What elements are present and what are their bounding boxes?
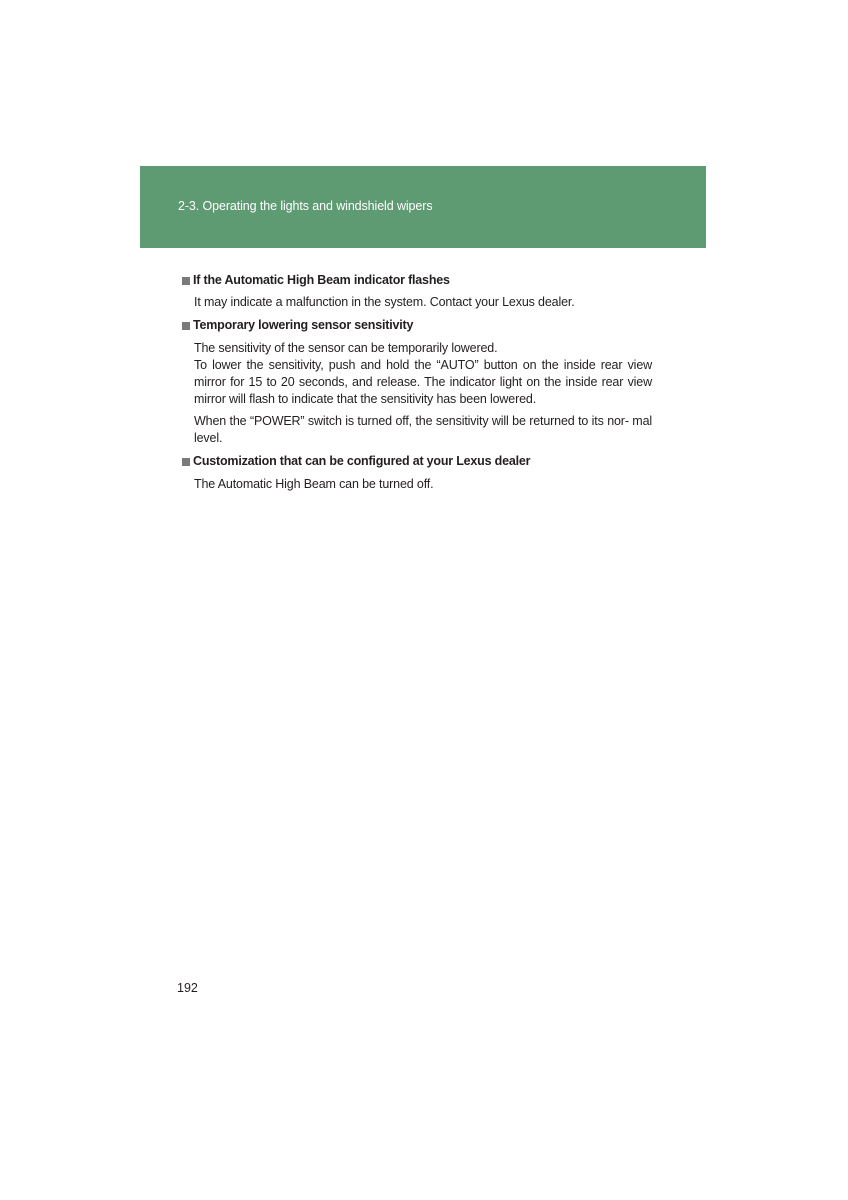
paragraph: It may indicate a malfunction in the system. Contact your Lexus dealer.: [194, 295, 575, 309]
section-customization: [182, 453, 652, 493]
section-heading-text: Temporary lowering sensor sensitivity: [193, 318, 414, 332]
section-body: [182, 476, 652, 493]
section-body: [182, 340, 652, 447]
square-bullet-icon: [182, 322, 190, 330]
chapter-title: 2-3. Operating the lights and windshield wipers: [178, 199, 433, 213]
paragraph: The sensitivity of the sensor can be temporarily lowered.: [194, 341, 498, 355]
square-bullet-icon: [182, 277, 190, 285]
page-number: 192: [177, 981, 198, 995]
section-heading: [182, 453, 652, 470]
section-sensor-sensitivity: [182, 317, 652, 447]
chapter-header-band: [140, 166, 706, 248]
paragraph: When the “POWER” switch is turned off, the sensitivity will be returned to its nor- mal level.: [194, 414, 652, 445]
page-content: [182, 272, 652, 493]
paragraph: The Automatic High Beam can be turned off.: [194, 477, 434, 491]
section-heading: [182, 317, 652, 334]
section-heading-text: If the Automatic High Beam indicator flashes: [193, 273, 450, 287]
section-heading: [182, 272, 652, 289]
square-bullet-icon: [182, 458, 190, 466]
section-indicator-flashes: [182, 272, 652, 311]
section-heading-text: Customization that can be configured at your Lexus dealer: [193, 454, 531, 468]
paragraph: To lower the sensitivity, push and hold the “AUTO” button on the inside rear view mirror for 15 to 20 seconds, and release. The indicator light on the inside rear view mirror will flash to indicate that the sensitivity has been lowered.: [194, 358, 652, 406]
section-body: [182, 294, 652, 311]
